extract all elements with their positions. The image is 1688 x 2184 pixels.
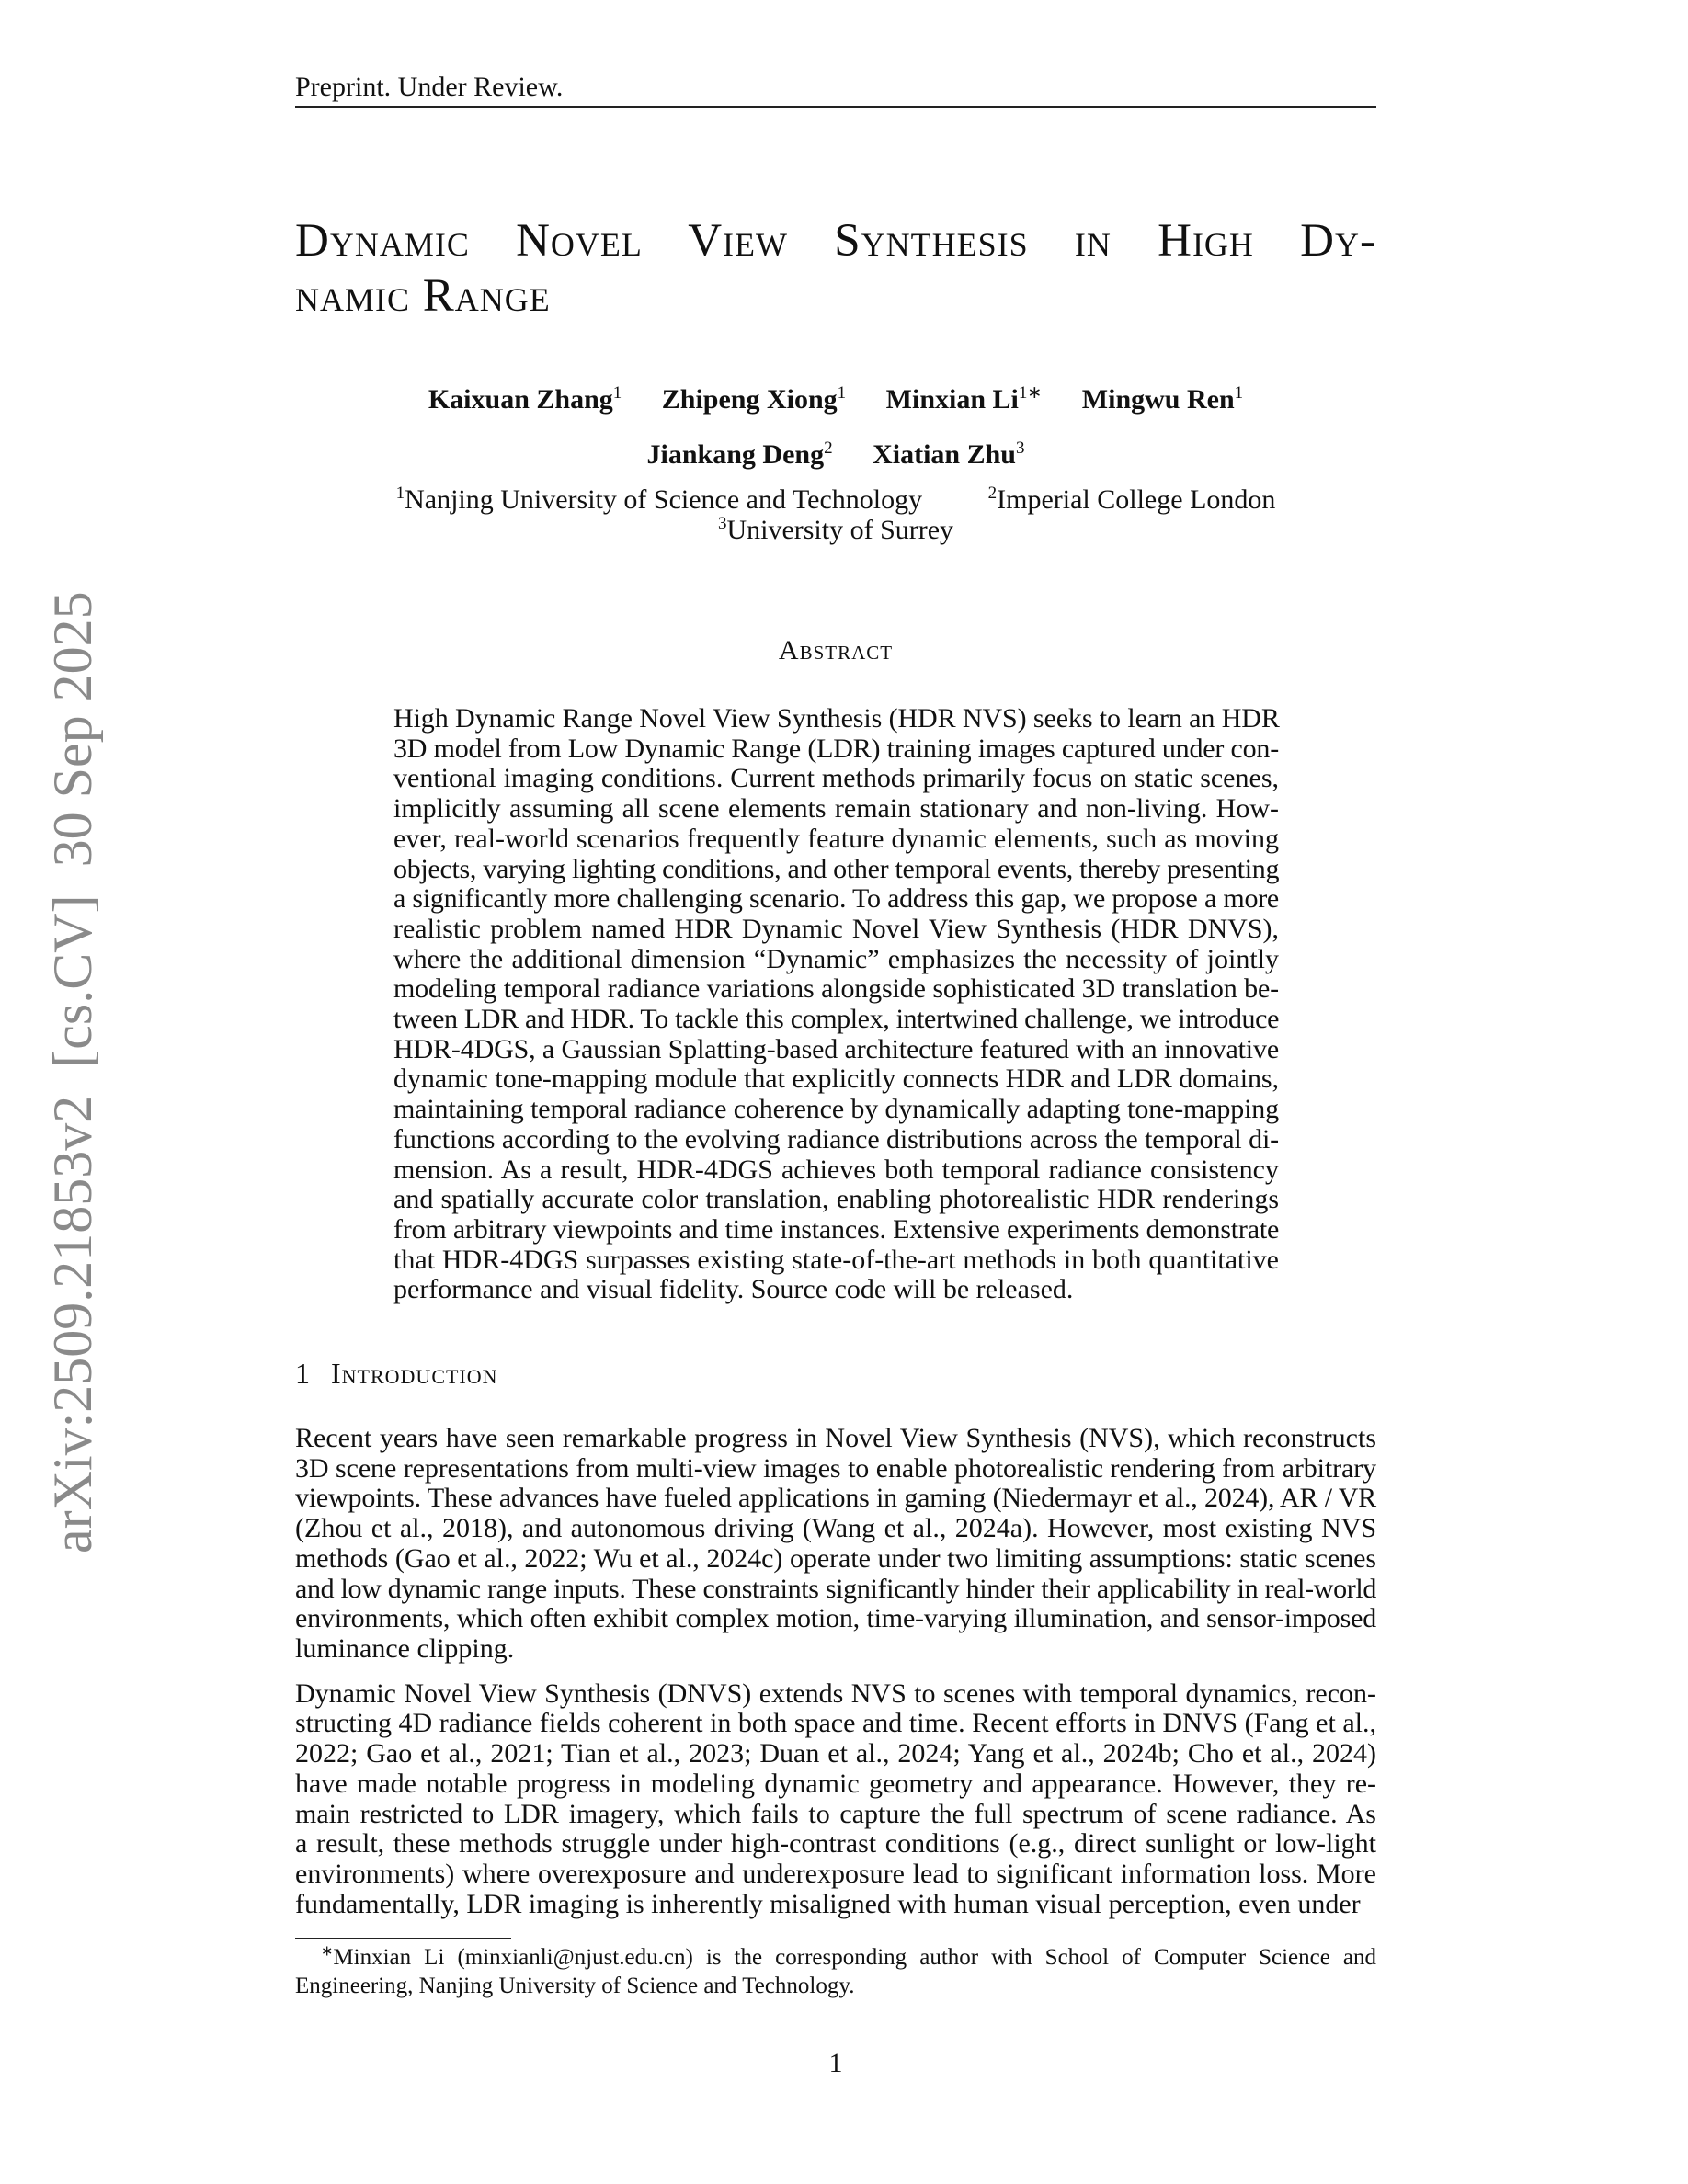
text-line: (Zhou et al., 2018), and autonomous driving (Wang et al., 2024a). However, most existing NVS bbox=[295, 1513, 1376, 1544]
text-line: performance and visual fidelity. Source code will be released. bbox=[393, 1274, 1074, 1305]
intro-paragraph-2 bbox=[295, 1679, 1376, 1920]
text-line: maintaining temporal radiance coherence by dynamically adapting tone-mapping bbox=[393, 1094, 1279, 1125]
authors-row bbox=[295, 383, 1376, 416]
text-line: 2022; Gao et al., 2021; Tian et al., 2023; Duan et al., 2024; Yang et al., 2024b; Cho et al., 2024) bbox=[295, 1738, 1376, 1769]
page-number: 1 bbox=[828, 2048, 843, 2078]
text-line: main restricted to LDR imagery, which fails to capture the full spectrum of scene radiance. As bbox=[295, 1798, 1376, 1829]
text-line: functions according to the evolving radiance distributions across the temporal di- bbox=[393, 1123, 1279, 1155]
arxiv-stamp bbox=[41, 563, 105, 1553]
affiliation-row bbox=[295, 484, 1376, 515]
text-line: ever, real-world scenarios frequently feature dynamic elements, such as moving bbox=[393, 823, 1279, 854]
affiliation: $^2$Imperial College London bbox=[987, 483, 1276, 515]
text-line: Recent years have seen remarkable progress in Novel View Synthesis (NVS), which reconstructs bbox=[295, 1423, 1376, 1454]
text-line: and low dynamic range inputs. These constraints significantly hinder their applicability in real-world bbox=[295, 1573, 1376, 1604]
text-line: and spatially accurate color translation, enabling photorealistic HDR renderings bbox=[393, 1184, 1279, 1215]
author: Mingwu Ren$^1$ bbox=[1081, 383, 1244, 415]
text-line: Dynamic Novel View Synthesis (DNVS) extends NVS to scenes with temporal dynamics, recon- bbox=[295, 1678, 1376, 1709]
footnote-line: Engineering, Nanjing University of Science and Technology. bbox=[295, 1974, 855, 1998]
text-line: that HDR-4DGS surpasses existing state-of-the-art methods in both quantitative bbox=[393, 1244, 1279, 1275]
arxiv-id[interactable]: arXiv:2509.21853v2 bbox=[42, 1095, 103, 1553]
text-line: realistic problem named HDR Dynamic Novel View Synthesis (HDR DNVS), bbox=[393, 913, 1279, 944]
arxiv-category: [cs.CV] bbox=[42, 894, 103, 1068]
text-line: ventional imaging conditions. Current methods primarily focus on static scenes, bbox=[393, 763, 1279, 794]
text-line: tween LDR and HDR. To tackle this complex, intertwined challenge, we introduce bbox=[393, 1004, 1279, 1035]
section-number: 1 bbox=[295, 1357, 311, 1391]
abstract-body bbox=[393, 704, 1279, 1305]
title-line: namic Range bbox=[295, 270, 551, 322]
section-heading bbox=[295, 1356, 1376, 1391]
header-rule bbox=[295, 106, 1376, 108]
text-line: where the additional dimension “Dynamic” emphasizes the necessity of jointly bbox=[393, 943, 1279, 974]
text-line: objects, varying lighting conditions, and other temporal events, thereby presenting bbox=[393, 853, 1280, 884]
author: Xiatian Zhu$^3$ bbox=[873, 438, 1025, 470]
running-header: Preprint. Under Review. bbox=[295, 72, 564, 102]
title-line: Dynamic Novel View Synthesis in High Dy- bbox=[295, 215, 1376, 267]
text-line: modeling temporal radiance variations alongside sophisticated 3D translation be- bbox=[393, 973, 1279, 1005]
arxiv-date: 30 Sep 2025 bbox=[42, 591, 103, 868]
text-line: High Dynamic Range Novel View Synthesis (HDR NVS) seeks to learn an HDR bbox=[393, 703, 1280, 734]
text-line: 3D scene representations from multi-view images to enable photorealistic rendering from arbitrary bbox=[295, 1452, 1376, 1484]
affiliation: $^1$Nanjing University of Science and Technology bbox=[395, 483, 923, 515]
text-line: HDR-4DGS, a Gaussian Splatting-based architecture featured with an innovative bbox=[393, 1033, 1279, 1064]
authors-row bbox=[295, 438, 1376, 472]
text-line: a result, these methods struggle under high-contrast conditions (e.g., direct sunlight or low-light bbox=[295, 1828, 1376, 1860]
author: Zhipeng Xiong$^1$ bbox=[661, 383, 847, 415]
text-line: luminance clipping. bbox=[295, 1632, 515, 1664]
abstract-heading: Abstract bbox=[778, 635, 894, 665]
text-line: 3D model from Low Dynamic Range (LDR) training images captured under con- bbox=[393, 733, 1279, 764]
main-flow bbox=[295, 634, 1376, 1919]
affiliation-row bbox=[295, 515, 1376, 545]
text-line: a significantly more challenging scenario. To address this gap, we propose a more bbox=[393, 883, 1279, 915]
section-title: Introduction bbox=[331, 1357, 498, 1391]
footnote bbox=[295, 1943, 1376, 2000]
text-line: dynamic tone-mapping module that explicitly connects HDR and LDR domains, bbox=[393, 1064, 1279, 1095]
footnote-rule bbox=[295, 1938, 511, 1939]
author: Minxian $Li^{1∗}$ bbox=[885, 383, 1043, 415]
affiliations bbox=[295, 484, 1376, 545]
footnote-line: ∗Minxian Li (minxianli@njust.edu.cn) is the corresponding author with School of Computer Science and bbox=[321, 1943, 1376, 1970]
text-line: viewpoints. These advances have fueled applications in gaming (Niedermayr et al., 2024), AR / VR bbox=[295, 1483, 1376, 1514]
text-line: methods (Gao et al., 2022; Wu et al., 2024c) operate under two limiting assumptions: static scenes bbox=[295, 1542, 1376, 1574]
text-line: structing 4D radiance fields coherent in both space and time. Recent efforts in DNVS (Fang et al., bbox=[295, 1708, 1376, 1739]
text-line: have made notable progress in modeling dynamic geometry and appearance. However, they re- bbox=[295, 1768, 1376, 1799]
affiliation: $^3$University of Surrey bbox=[717, 514, 954, 545]
author: Kaixuan Zhang$^1$ bbox=[428, 383, 622, 415]
author: Jiankang Deng$^2$ bbox=[646, 438, 833, 470]
text-line: environments, which often exhibit complex motion, time-varying illumination, and sensor-imposed bbox=[295, 1603, 1376, 1634]
text-line: fundamentally, LDR imaging is inherently misaligned with human visual perception, even under bbox=[295, 1888, 1361, 1919]
text-line: implicitly assuming all scene elements remain stationary and non-living. How- bbox=[393, 793, 1279, 825]
text-line: mension. As a result, HDR-4DGS achieves both temporal radiance consistency bbox=[393, 1154, 1279, 1185]
text-line: environments) where overexposure and underexposure lead to significant information loss. More bbox=[295, 1858, 1376, 1889]
intro-paragraph-1 bbox=[295, 1424, 1376, 1665]
paper-title bbox=[295, 213, 1376, 324]
text-line: from arbitrary viewpoints and time instances. Extensive experiments demonstrate bbox=[393, 1213, 1280, 1245]
